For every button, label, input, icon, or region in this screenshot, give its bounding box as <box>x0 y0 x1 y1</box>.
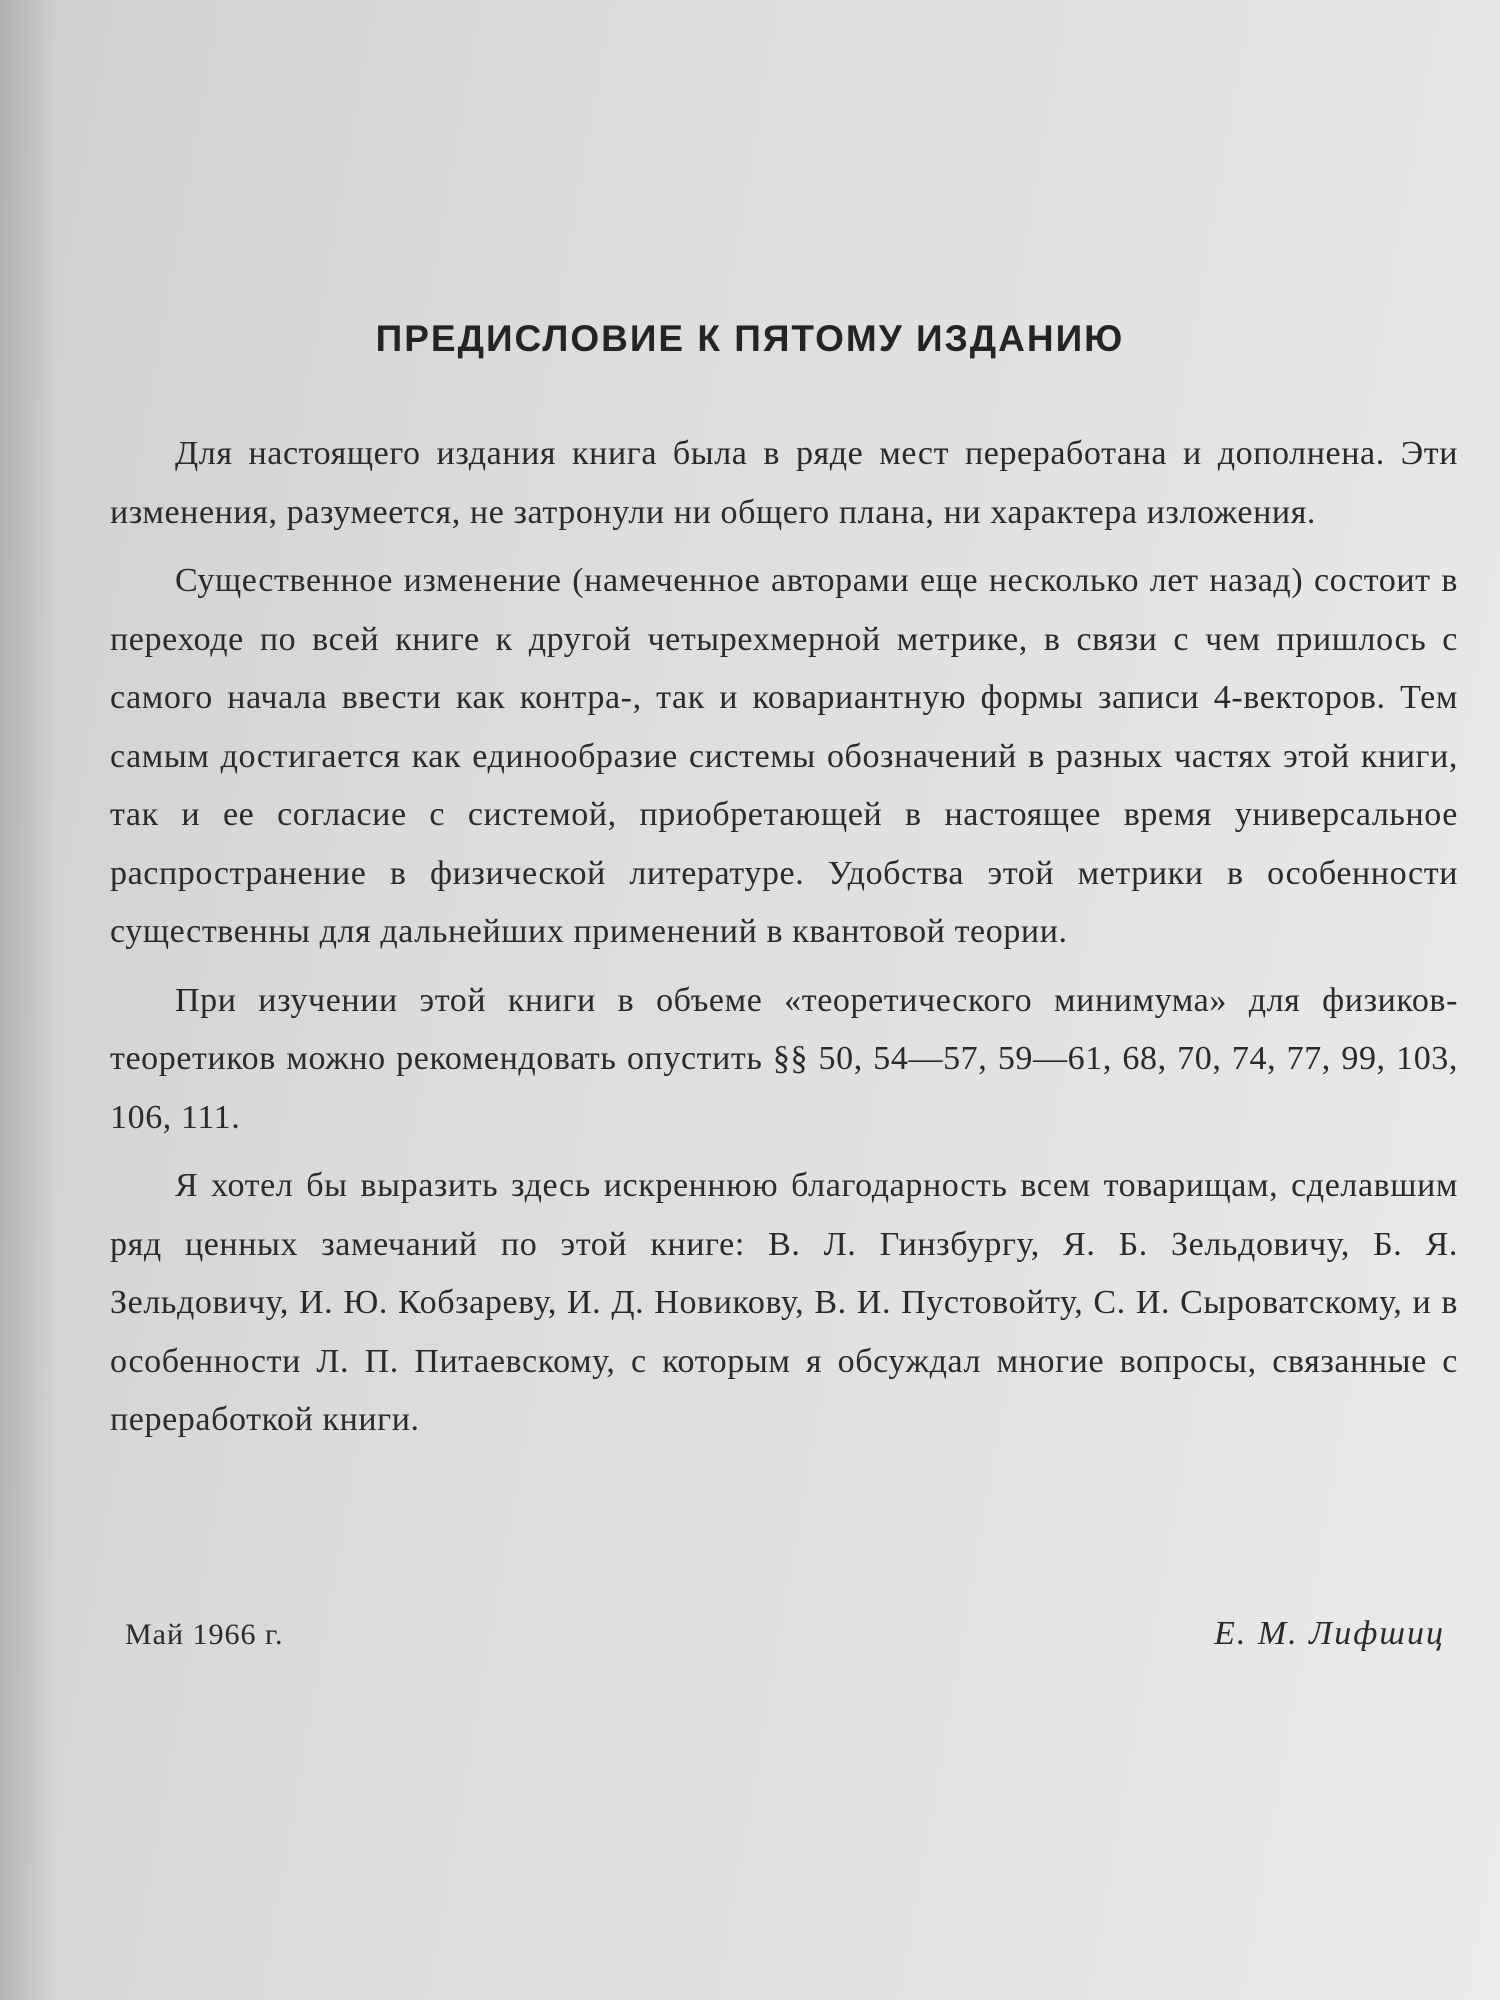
preface-body <box>110 425 1458 1460</box>
paragraph-2: Существенное изменение (намеченное авторами еще несколько лет назад) состоит в переходе по всей книге к другой четырехмерной метрике, в связи с чем пришлось с самого начала ввести как контра-, так и ковариантную формы записи 4-векторов. Тем самым достигается как единообразие системы обозначений в разных частях этой книги, так и ее согласие с системой, приобретающей в настоящее время универсальное распространение в физической литературе. Удобства этой метрики в особенности существенны для дальнейших применений в квантовой теории. <box>110 562 1458 950</box>
page-title: ПРЕДИСЛОВИЕ К ПЯТОМУ ИЗДАНИЮ <box>375 318 1125 359</box>
binding-shadow <box>0 0 60 2000</box>
author-signature: Е. М. Лифшиц <box>1214 1615 1445 1652</box>
paragraph-4: Я хотел бы выразить здесь искреннюю благодарность всем товарищам, сделавшим ряд ценных замечаний по этой книге: В. Л. Гинзбургу, Я. Б. Зельдовичу, Б. Я. Зельдовичу, И. Ю. Кобзареву, И. Д. Новикову, В. И. Пустовойту, С. И. Сыроватскому, и в особенности Л. П. Питаевскому, с которым я обсуждал многие вопросы, связанные с переработкой книги. <box>110 1167 1458 1438</box>
preface-date: Май 1966 г. <box>125 1618 284 1651</box>
paragraph-1: Для настоящего издания книга была в ряде мест переработана и дополнена. Эти изменения, разумеется, не затронули ни общего плана, ни характера изложения. <box>110 435 1458 531</box>
signature-row <box>125 1615 1445 1653</box>
paragraph-3: При изучении этой книги в объеме «теоретического минимума» для физиков-теоретиков можно рекомендовать опустить §§ 50, 54—57, 59—61, 68, 70, 74, 77, 99, 103, 106, 111. <box>110 981 1458 1136</box>
